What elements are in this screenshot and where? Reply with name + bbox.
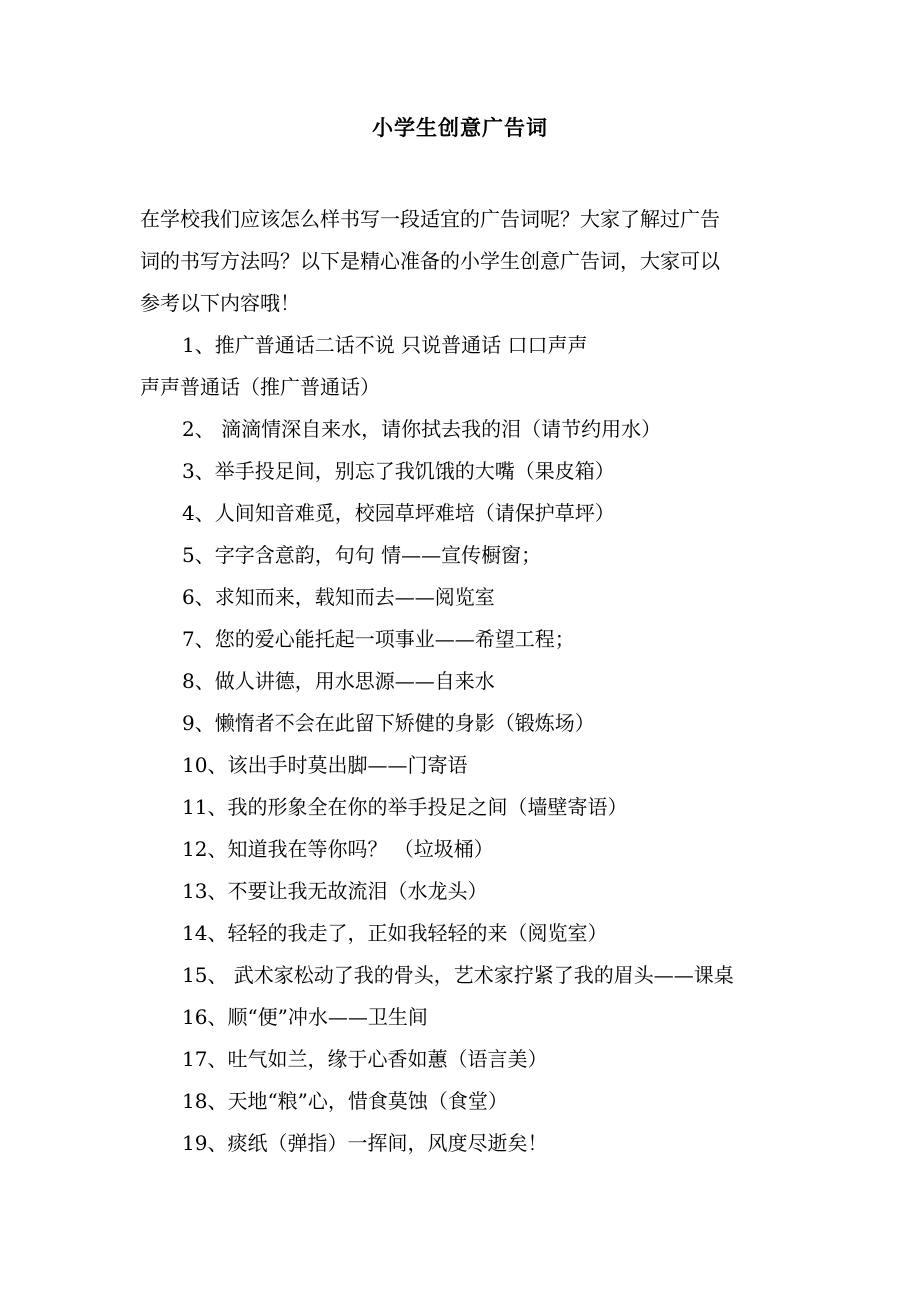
slogan-item: 16、顺“便”冲水——卫生间	[182, 1005, 428, 1029]
intro-line: 词的书写方法吗？以下是精心准备的小学生创意广告词，大家可以	[140, 249, 720, 273]
slogan-item: 13、不要让我无故流泪（水龙头）	[182, 879, 488, 903]
slogan-item: 10、该出手时莫出脚——门寄语	[182, 753, 468, 777]
intro-line: 在学校我们应该怎么样书写一段适宜的广告词呢？大家了解过广告	[140, 207, 720, 231]
slogan-item-continuation: 声声普通话（推广普通话）	[140, 375, 380, 399]
slogan-item: 17、吐气如兰，缘于心香如蕙（语言美）	[182, 1047, 548, 1071]
slogan-item: 6、求知而来，载知而去——阅览室	[182, 585, 495, 609]
slogan-item: 15、 武术家松动了我的骨头，艺术家拧紧了我的眉头——课桌	[182, 963, 734, 987]
slogan-item: 8、做人讲德，用水思源——自来水	[182, 669, 495, 693]
slogan-item: 2、 滴滴情深自来水，请你拭去我的泪（请节约用水）	[182, 417, 662, 441]
slogan-item: 1、推广普通话二话不说 只说普通话 口口声声	[182, 333, 588, 357]
slogan-item: 7、您的爱心能托起一项事业——希望工程；	[182, 627, 575, 651]
slogan-item: 12、知道我在等你吗？ （垃圾桶）	[182, 837, 494, 861]
slogan-item: 4、人间知音难觅，校园草坪难培（请保护草坪）	[182, 501, 615, 525]
slogan-list	[140, 324, 800, 1164]
slogan-item: 14、轻轻的我走了，正如我轻轻的来（阅览室）	[182, 921, 608, 945]
document-title: 小学生创意广告词	[372, 115, 548, 140]
slogan-item: 11、我的形象全在你的举手投足之间（墙壁寄语）	[182, 795, 628, 819]
slogan-item: 3、举手投足间，别忘了我饥饿的大嘴（果皮箱）	[182, 459, 615, 483]
intro-paragraph	[140, 198, 780, 324]
intro-line: 参考以下内容哦！	[140, 291, 300, 315]
slogan-item: 9、懒惰者不会在此留下矫健的身影（锻炼场）	[182, 711, 595, 735]
slogan-item: 5、字字含意韵，句句 情——宣传橱窗；	[182, 543, 542, 567]
slogan-item: 19、痰纸（弹指）一挥间，风度尽逝矣！	[182, 1131, 548, 1155]
slogan-item: 18、天地“粮”心，惜食莫蚀（食堂）	[182, 1089, 508, 1113]
